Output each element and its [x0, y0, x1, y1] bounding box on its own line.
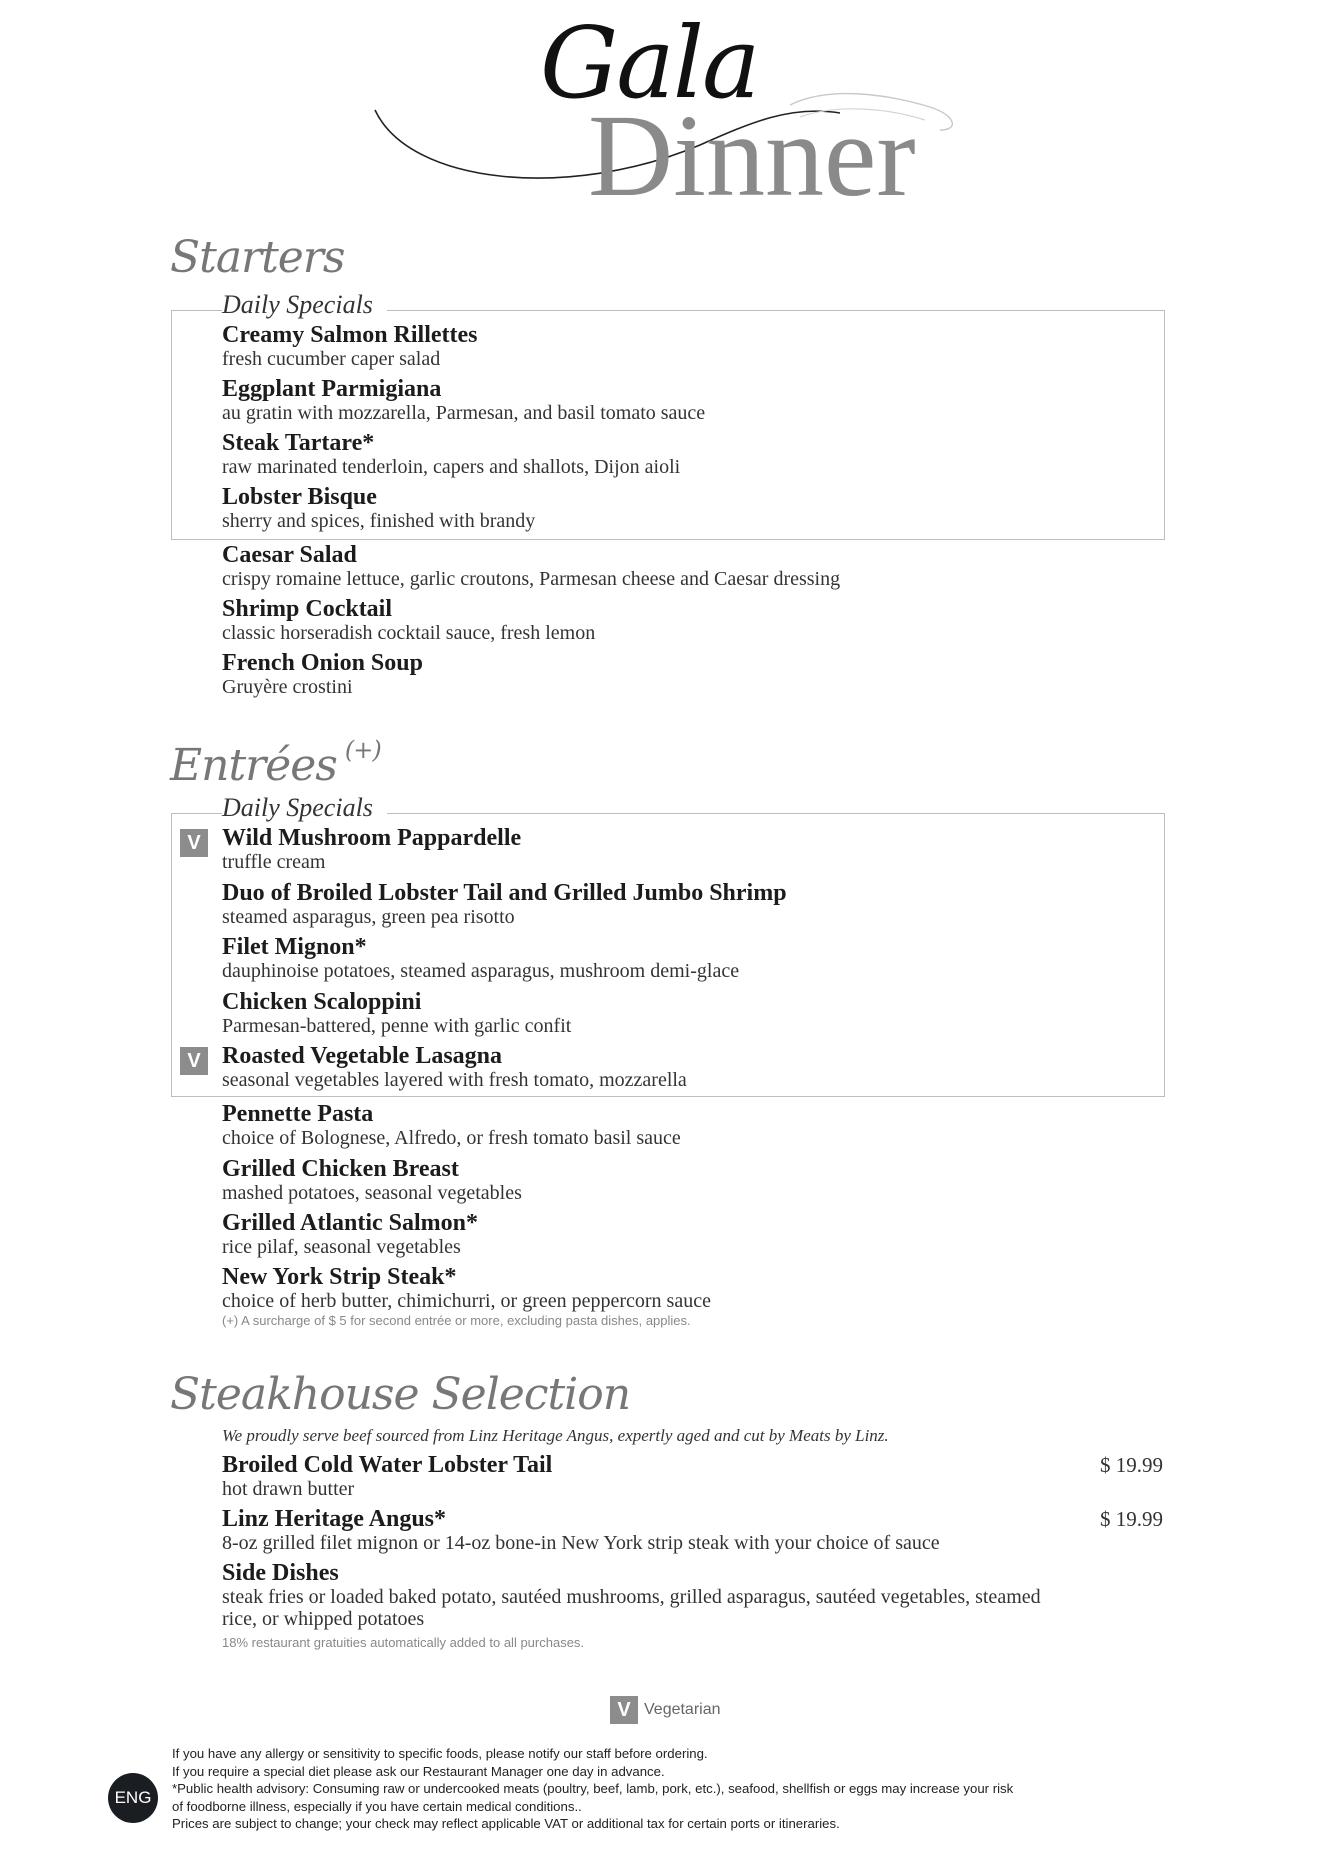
- footer-line: of foodborne illness, especially if you have certain medical conditions..: [172, 1798, 582, 1814]
- item-name: Broiled Cold Water Lobster Tail: [222, 1452, 553, 1478]
- menu-item: [222, 1210, 1122, 1258]
- item-desc: choice of herb butter, chimichurri, or green peppercorn sauce: [222, 1290, 711, 1312]
- menu-item: [222, 430, 1122, 478]
- starters-specials-label: Daily Specials: [222, 292, 387, 318]
- item-name: Eggplant Parmigiana: [222, 376, 442, 402]
- item-name: Lobster Bisque: [222, 484, 377, 510]
- vegetarian-legend: [610, 1696, 721, 1724]
- footer-line: *Public health advisory: Consuming raw or undercooked meats (poultry, beef, lamb, pork, etc.), seafood, shellfish or eggs may increase your risk: [172, 1781, 1014, 1796]
- item-desc: Parmesan-battered, penne with garlic confit: [222, 1015, 572, 1037]
- menu-item: [222, 650, 1122, 698]
- menu-item: [222, 376, 1122, 424]
- item-name: Wild Mushroom Pappardelle: [222, 825, 522, 851]
- item-desc: classic horseradish cocktail sauce, fresh lemon: [222, 622, 596, 644]
- menu-item: [222, 1506, 1122, 1554]
- surcharge-mark: (+): [344, 736, 381, 764]
- item-desc: seasonal vegetables layered with fresh tomato, mozzarella: [222, 1069, 687, 1091]
- menu-item: [222, 880, 1122, 928]
- item-desc: hot drawn butter: [222, 1478, 355, 1500]
- footer-line: If you require a special diet please ask our Restaurant Manager one day in advance.: [172, 1763, 665, 1779]
- item-desc: rice pilaf, seasonal vegetables: [222, 1236, 461, 1258]
- item-desc: truffle cream: [222, 851, 326, 873]
- item-name: Side Dishes: [222, 1560, 339, 1586]
- item-desc: au gratin with mozzarella, Parmesan, and basil tomato sauce: [222, 402, 706, 424]
- menu-item: [222, 1043, 1122, 1091]
- vegetarian-badge: V: [180, 829, 208, 857]
- item-desc: raw marinated tenderloin, capers and shallots, Dijon aioli: [222, 456, 681, 478]
- item-name: Linz Heritage Angus*: [222, 1506, 447, 1532]
- item-name: Filet Mignon*: [222, 934, 367, 960]
- item-desc: sherry and spices, finished with brandy: [222, 510, 536, 532]
- item-name: Grilled Atlantic Salmon*: [222, 1210, 479, 1236]
- item-name: Shrimp Cocktail: [222, 596, 393, 622]
- item-price: $ 19.99: [1100, 1453, 1163, 1477]
- gala-dinner-logo: [370, 7, 970, 221]
- item-desc: choice of Bolognese, Alfredo, or fresh tomato basil sauce: [222, 1127, 681, 1149]
- menu-item: [222, 1560, 1052, 1630]
- entrees-specials-label: Daily Specials: [222, 795, 387, 821]
- item-desc: mashed potatoes, seasonal vegetables: [222, 1182, 522, 1204]
- footer-line: Prices are subject to change; your check may reflect applicable VAT or additional tax for certain ports or itineraries.: [172, 1816, 840, 1831]
- item-desc: fresh cucumber caper salad: [222, 348, 441, 370]
- starters-title: Starters: [170, 232, 345, 283]
- item-price: $ 19.99: [1100, 1507, 1163, 1531]
- menu-item: [222, 484, 1122, 532]
- menu-item: [222, 989, 1122, 1037]
- item-desc: steamed asparagus, green pea risotto: [222, 906, 515, 928]
- item-name: New York Strip Steak*: [222, 1264, 457, 1290]
- item-name: Pennette Pasta: [222, 1101, 374, 1127]
- item-name: Steak Tartare*: [222, 430, 375, 456]
- item-name: Grilled Chicken Breast: [222, 1156, 459, 1182]
- item-name: French Onion Soup: [222, 650, 423, 676]
- menu-item: [222, 596, 1122, 644]
- menu-item: [222, 825, 1122, 873]
- item-name: Duo of Broiled Lobster Tail and Grilled Jumbo Shrimp: [222, 880, 787, 906]
- item-name: Chicken Scaloppini: [222, 989, 422, 1015]
- vegetarian-badge: V: [610, 1696, 638, 1724]
- surcharge-note: (+) A surcharge of $ 5 for second entrée or more, excluding pasta dishes, applies.: [222, 1313, 691, 1328]
- item-desc: steak fries or loaded baked potato, sautéed mushrooms, grilled asparagus, sautéed vegetables, steamed rice, or whipped potatoes: [222, 1586, 1041, 1630]
- logo-main-word: Dinner: [588, 90, 916, 221]
- gratuity-note: 18% restaurant gratuities automatically added to all purchases.: [222, 1635, 585, 1650]
- menu-item: [222, 1101, 1122, 1149]
- steakhouse-intro: We proudly serve beef sourced from Linz Heritage Angus, expertly aged and cut by Meats by Linz.: [222, 1426, 889, 1445]
- entrees-title: [170, 736, 381, 791]
- menu-item: [222, 542, 1122, 590]
- item-desc: dauphinoise potatoes, steamed asparagus, mushroom demi-glace: [222, 960, 740, 982]
- footer-disclaimer: [172, 1745, 1132, 1833]
- logo-script-word: Gala: [540, 7, 759, 121]
- menu-item: [222, 322, 1122, 370]
- menu-item: [222, 934, 1122, 982]
- menu-item: [222, 1452, 1122, 1500]
- item-name: Roasted Vegetable Lasagna: [222, 1043, 503, 1069]
- item-name: Creamy Salmon Rillettes: [222, 322, 478, 348]
- legend-label: Vegetarian: [644, 1701, 721, 1718]
- steakhouse-title: Steakhouse Selection: [170, 1369, 631, 1420]
- item-desc: 8-oz grilled filet mignon or 14-oz bone-in New York strip steak with your choice of sauce: [222, 1532, 940, 1554]
- language-badge[interactable]: ENG: [108, 1773, 158, 1823]
- entrees-title-text: Entrées: [170, 740, 337, 791]
- item-desc: crispy romaine lettuce, garlic croutons, Parmesan cheese and Caesar dressing: [222, 568, 841, 590]
- item-desc: Gruyère crostini: [222, 676, 353, 698]
- footer-line: If you have any allergy or sensitivity to specific foods, please notify our staff before ordering.: [172, 1746, 708, 1761]
- item-name: Caesar Salad: [222, 542, 357, 568]
- menu-item: [222, 1264, 1122, 1312]
- menu-item: [222, 1156, 1122, 1204]
- vegetarian-badge: V: [180, 1047, 208, 1075]
